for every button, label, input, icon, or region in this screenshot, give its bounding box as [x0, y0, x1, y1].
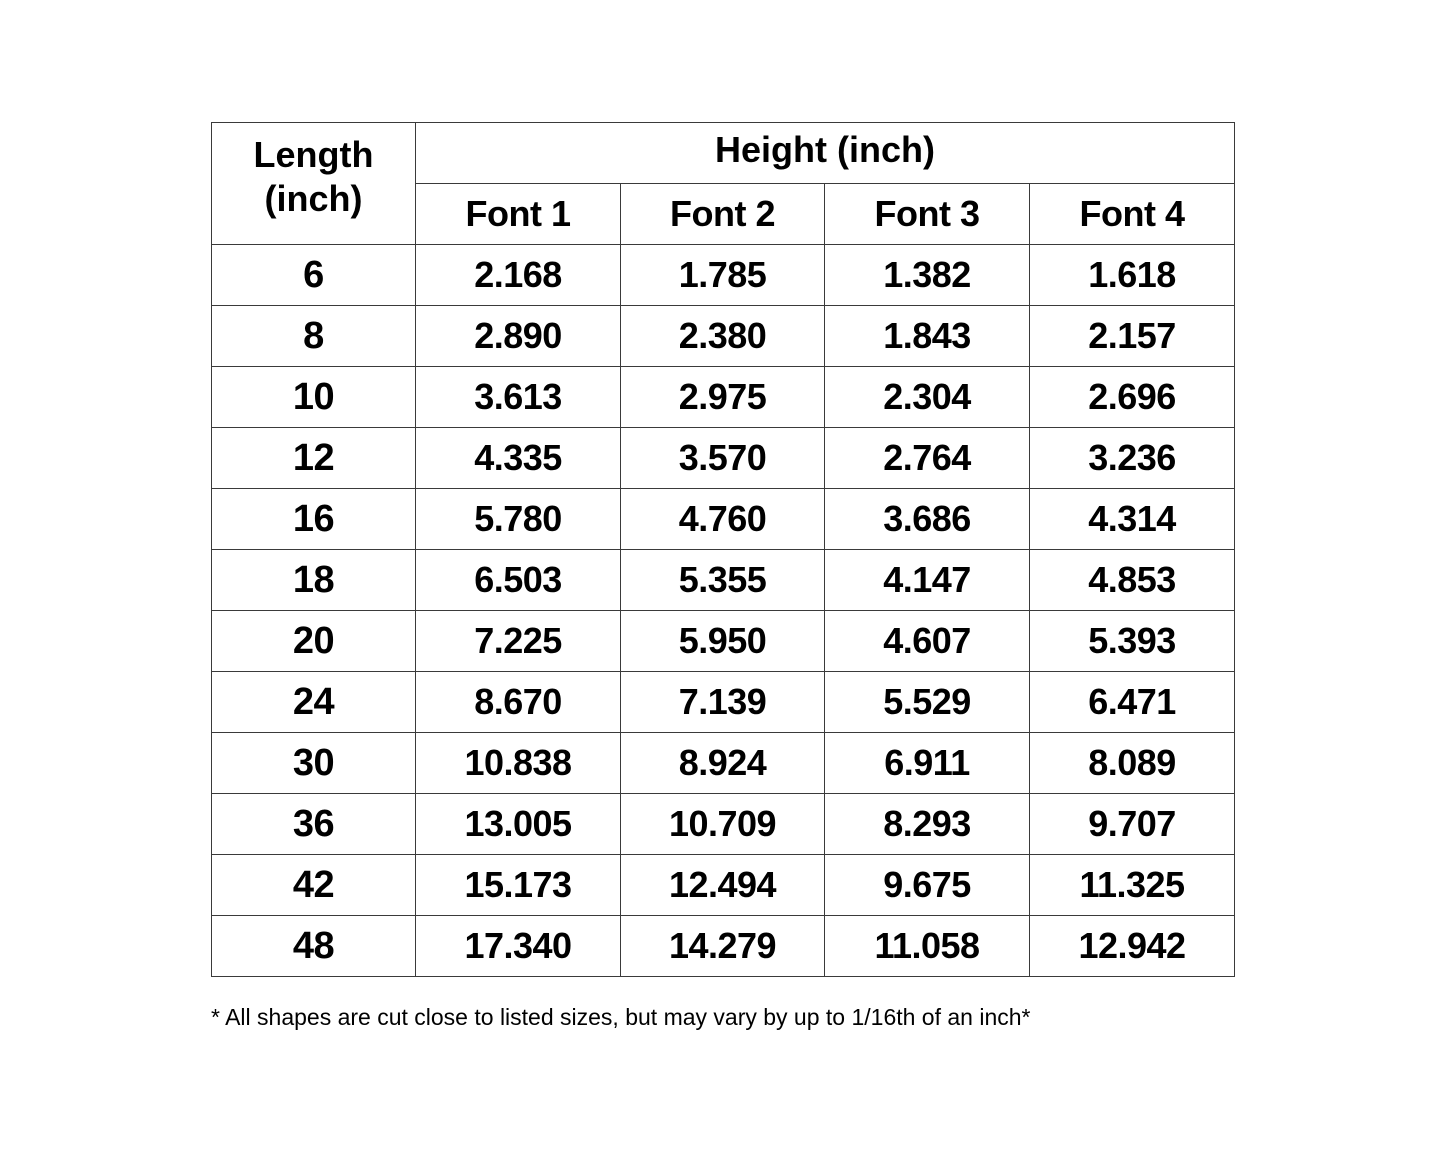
font-4-header: Font 4 [1030, 184, 1235, 245]
font-3-height-cell: 9.675 [825, 855, 1030, 916]
length-cell: 24 [212, 672, 416, 733]
length-cell: 6 [212, 245, 416, 306]
font-3-height-cell: 11.058 [825, 916, 1030, 977]
font-3-height-cell: 1.382 [825, 245, 1030, 306]
length-cell: 12 [212, 428, 416, 489]
length-cell: 36 [212, 794, 416, 855]
font-3-height-cell: 5.529 [825, 672, 1030, 733]
table-row [212, 550, 1235, 611]
font-2-height-cell: 7.139 [621, 672, 825, 733]
table-row [212, 245, 1235, 306]
font-4-height-cell: 5.393 [1030, 611, 1235, 672]
length-header-line2: (inch) [264, 177, 363, 219]
length-cell: 8 [212, 306, 416, 367]
length-cell: 10 [212, 367, 416, 428]
length-cell: 16 [212, 489, 416, 550]
font-1-height-cell: 2.890 [416, 306, 621, 367]
font-1-height-cell: 10.838 [416, 733, 621, 794]
font-2-height-cell: 10.709 [621, 794, 825, 855]
font-4-height-cell: 2.157 [1030, 306, 1235, 367]
font-3-height-cell: 2.764 [825, 428, 1030, 489]
font-3-height-cell: 4.607 [825, 611, 1030, 672]
font-3-height-cell: 3.686 [825, 489, 1030, 550]
font-4-height-cell: 2.696 [1030, 367, 1235, 428]
font-4-height-cell: 6.471 [1030, 672, 1235, 733]
table-row [212, 794, 1235, 855]
font-4-height-cell: 8.089 [1030, 733, 1235, 794]
length-header-line1: Length [253, 133, 374, 175]
font-1-height-cell: 3.613 [416, 367, 621, 428]
font-2-height-cell: 1.785 [621, 245, 825, 306]
font-3-height-cell: 4.147 [825, 550, 1030, 611]
size-chart-table [211, 122, 1235, 977]
length-cell: 18 [212, 550, 416, 611]
font-3-header: Font 3 [825, 184, 1030, 245]
table-row [212, 916, 1235, 977]
font-1-height-cell: 2.168 [416, 245, 621, 306]
font-1-height-cell: 17.340 [416, 916, 621, 977]
font-2-header: Font 2 [621, 184, 825, 245]
table-row [212, 611, 1235, 672]
font-3-height-cell: 2.304 [825, 367, 1030, 428]
font-2-height-cell: 5.355 [621, 550, 825, 611]
font-1-header: Font 1 [416, 184, 621, 245]
font-4-height-cell: 3.236 [1030, 428, 1235, 489]
table-row [212, 306, 1235, 367]
font-3-height-cell: 6.911 [825, 733, 1030, 794]
font-3-height-cell: 1.843 [825, 306, 1030, 367]
font-2-height-cell: 8.924 [621, 733, 825, 794]
font-1-height-cell: 13.005 [416, 794, 621, 855]
font-4-height-cell: 4.314 [1030, 489, 1235, 550]
height-group-header: Height (inch) [416, 123, 1235, 184]
font-4-height-cell: 9.707 [1030, 794, 1235, 855]
table-body [212, 245, 1235, 977]
font-1-height-cell: 4.335 [416, 428, 621, 489]
table-row [212, 489, 1235, 550]
length-cell: 20 [212, 611, 416, 672]
length-cell: 30 [212, 733, 416, 794]
font-2-height-cell: 4.760 [621, 489, 825, 550]
font-1-height-cell: 5.780 [416, 489, 621, 550]
length-cell: 42 [212, 855, 416, 916]
table-row [212, 733, 1235, 794]
length-column-header [212, 123, 416, 245]
table-row [212, 672, 1235, 733]
font-2-height-cell: 3.570 [621, 428, 825, 489]
table-row [212, 367, 1235, 428]
font-1-height-cell: 7.225 [416, 611, 621, 672]
font-4-height-cell: 11.325 [1030, 855, 1235, 916]
font-4-height-cell: 12.942 [1030, 916, 1235, 977]
font-4-height-cell: 1.618 [1030, 245, 1235, 306]
font-2-height-cell: 2.380 [621, 306, 825, 367]
font-2-height-cell: 14.279 [621, 916, 825, 977]
font-3-height-cell: 8.293 [825, 794, 1030, 855]
footnote: * All shapes are cut close to listed sizes, but may vary by up to 1/16th of an inch* [211, 1004, 1031, 1030]
font-1-height-cell: 15.173 [416, 855, 621, 916]
font-4-height-cell: 4.853 [1030, 550, 1235, 611]
table-row [212, 428, 1235, 489]
font-2-height-cell: 2.975 [621, 367, 825, 428]
font-1-height-cell: 6.503 [416, 550, 621, 611]
table-row [212, 855, 1235, 916]
font-2-height-cell: 5.950 [621, 611, 825, 672]
font-2-height-cell: 12.494 [621, 855, 825, 916]
length-cell: 48 [212, 916, 416, 977]
font-1-height-cell: 8.670 [416, 672, 621, 733]
